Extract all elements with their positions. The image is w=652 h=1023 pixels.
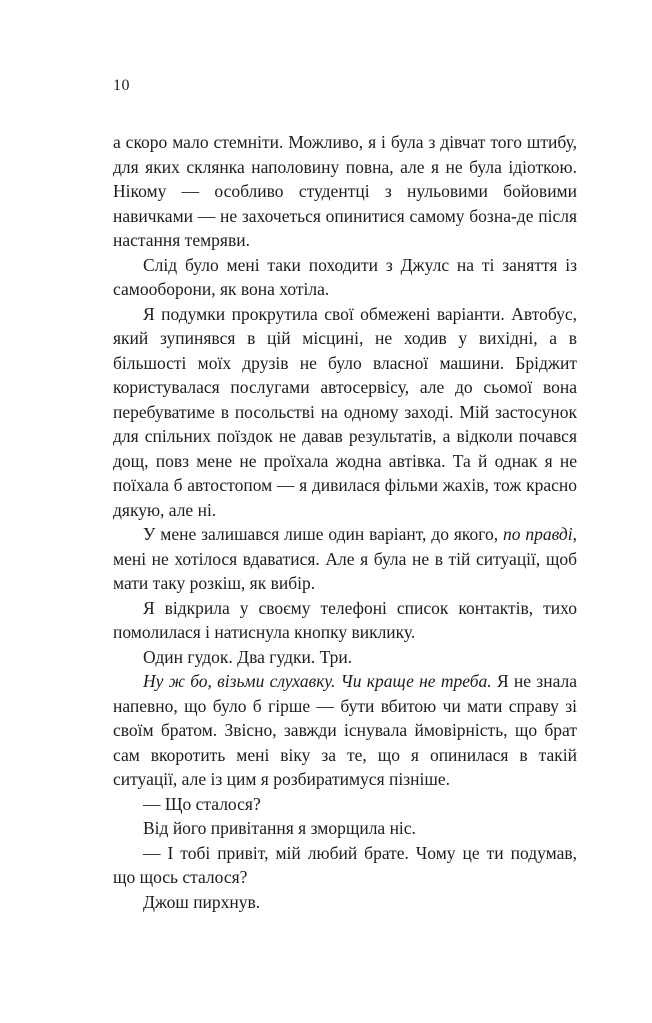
text-run: Я не знала напевно, що було б гірше — бути вбитою чи мати справу зі своїм братом. Звісно, завжди існувала ймовірність, що брат сам вкоротить мені віку за те, що я опинилася в такій ситуації, але із цим я розбиратимуся пізніше. (113, 671, 577, 789)
text-run: , мені не хотілося вдаватися. Але я була не в тій ситуації, щоб мати таку розкіш, як вибір. (113, 524, 578, 593)
text-run: — Що сталося? (143, 793, 261, 814)
text-run: Слід було мені таки походити з Джулс на ті заняття із самооборони, як вона хотіла. (113, 254, 577, 299)
text-run: а скоро мало стемніти. Можливо, я і була з дівчат того штибу, для яких склянка наполовину повна, але я не була ідіоткою. Нікому — особливо студентці з нульовими бойовими навичками — не захочеться опинитися самому бозна-де після настання темряви. (113, 132, 577, 250)
text-run: Один гудок. Два гудки. Три. (143, 646, 353, 667)
paragraph (113, 130, 577, 253)
text-run: — І тобі привіт, мій любий брате. Чому це ти подумав, що щось сталося? (113, 842, 577, 887)
italic-text-run: Ну ж бо, візьми слухавку. Чи краще не треба. (143, 671, 497, 691)
page-text (113, 130, 577, 914)
paragraph (113, 645, 577, 670)
text-run: У мене залишався лише один варіант, до якого, (143, 524, 504, 544)
paragraph (113, 792, 577, 817)
paragraph (113, 253, 577, 302)
italic-text-run: по правді (503, 524, 573, 544)
paragraph (113, 890, 577, 915)
paragraph (113, 596, 577, 645)
text-run: Від його привітання я зморщила ніс. (143, 818, 416, 838)
page-number: 10 (113, 77, 130, 94)
paragraph (113, 816, 577, 841)
paragraph (113, 841, 577, 890)
paragraph (113, 669, 577, 792)
paragraph (113, 302, 577, 523)
text-run: Джош пирхнув. (143, 891, 261, 912)
paragraph (113, 522, 577, 596)
text-run: Я відкрила у своєму телефоні список контактів, тихо помолилася і натиснула кнопку виклику. (113, 597, 577, 642)
text-run: Я подумки прокрутила свої обмежені варіанти. Автобус, який зупинявся в цій місцині, не ходив у вихідні, а в більшості моїх друзів не було власної машини. Бріджит користувалася послугами автосервісу, але до сьомої вона перебуватиме в посольстві на одному заході. Мій застосунок для спільних поїздок не давав результатів, а відколи почався дощ, повз мене не проїхала жодна автівка. Та й однак я не поїхала б автостопом — я дивилася фільми жахів, тож красно дякую, але ні. (113, 303, 577, 520)
